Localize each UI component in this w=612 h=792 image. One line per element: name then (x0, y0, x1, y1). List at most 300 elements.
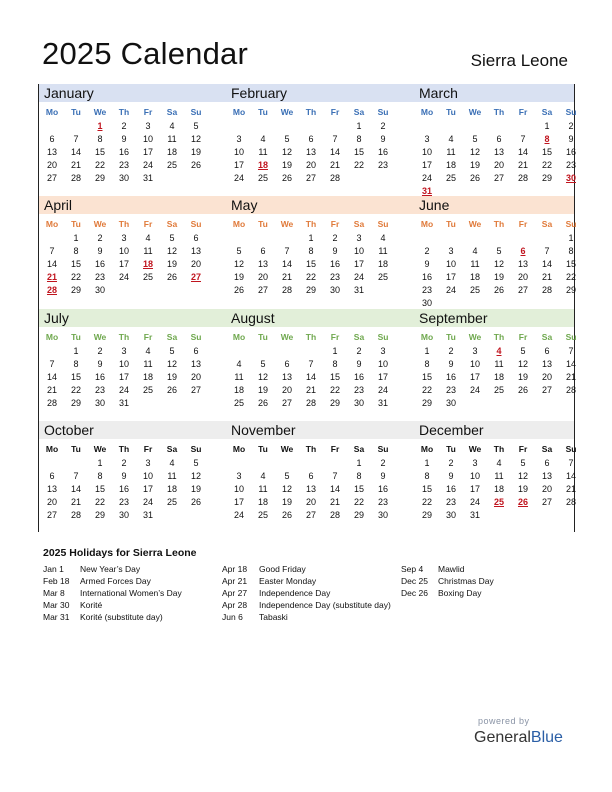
weekday-label: Th (118, 219, 130, 229)
day-cell: 8 (424, 359, 430, 369)
day-cell: 29 (70, 398, 81, 408)
day-cell: 28 (70, 510, 81, 520)
day-cell: 2 (356, 346, 362, 356)
week-row (415, 232, 583, 245)
empty-day-cell (40, 345, 64, 358)
day-cell: 31 (353, 285, 364, 295)
empty-day-cell (511, 397, 535, 410)
holiday-column-1 (43, 563, 221, 623)
day-cell: 24 (377, 385, 388, 395)
day-cell: 4 (169, 121, 175, 131)
holiday-name: Good Friday (259, 564, 306, 574)
day-cell: 15 (541, 147, 552, 157)
day-cell: 6 (544, 346, 550, 356)
weekday-label: Fr (143, 107, 153, 117)
empty-day-cell (487, 509, 511, 522)
week-row (415, 509, 583, 522)
weekday-label: We (93, 444, 107, 454)
empty-day-cell (275, 232, 299, 245)
day-cell: 23 (94, 385, 105, 395)
weekday-label: Fr (330, 332, 340, 342)
day-cell: 8 (73, 246, 79, 256)
day-cell: 26 (469, 173, 480, 183)
month-february (227, 84, 406, 196)
weekday-header (415, 443, 583, 456)
empty-day-cell (184, 284, 208, 297)
holiday-day-cell: 4 (496, 346, 502, 356)
holiday-name: Korité (substitute day) (80, 612, 163, 622)
day-cell: 27 (46, 173, 57, 183)
day-cell: 4 (145, 346, 151, 356)
holiday-day-cell: 8 (544, 134, 550, 144)
week-row (415, 384, 583, 397)
day-cell: 2 (332, 233, 338, 243)
day-cell: 17 (233, 497, 244, 507)
day-cell: 7 (73, 134, 79, 144)
holiday-date: Feb 18 (43, 576, 70, 586)
empty-day-cell (535, 232, 559, 245)
day-cell: 29 (94, 510, 105, 520)
day-cell: 13 (493, 147, 504, 157)
day-cell: 11 (258, 147, 268, 157)
powered-by-text: powered by (478, 716, 530, 726)
day-cell: 17 (142, 147, 153, 157)
day-cell: 30 (94, 285, 105, 295)
week-row (40, 120, 208, 133)
week-row (227, 509, 395, 522)
weekday-label: Su (565, 332, 577, 342)
day-cell: 5 (236, 246, 242, 256)
day-cell: 14 (541, 259, 552, 269)
day-cell: 14 (46, 259, 57, 269)
day-cell: 20 (46, 160, 57, 170)
weekday-label: Su (565, 444, 577, 454)
day-cell: 17 (377, 372, 388, 382)
holiday-date: Jan 1 (43, 564, 64, 574)
day-cell: 4 (260, 471, 266, 481)
week-row (415, 345, 583, 358)
day-cell: 30 (329, 285, 340, 295)
day-cell: 4 (145, 233, 151, 243)
day-cell: 15 (353, 484, 364, 494)
holiday-item (401, 575, 579, 587)
weekday-label: Tu (71, 107, 81, 117)
weekday-label: Sa (541, 107, 553, 117)
day-cell: 26 (281, 173, 292, 183)
weekday-label: Th (493, 444, 505, 454)
week-row (40, 496, 208, 509)
day-cell: 13 (517, 259, 528, 269)
day-cell: 5 (520, 458, 526, 468)
day-cell: 10 (142, 471, 153, 481)
weekday-label: Su (377, 444, 389, 454)
month-november (227, 421, 406, 533)
day-cell: 9 (380, 471, 386, 481)
day-cell: 16 (94, 259, 105, 269)
weekday-label: Th (493, 107, 505, 117)
day-cell: 11 (494, 359, 504, 369)
weekday-label: Mo (420, 444, 434, 454)
day-cell: 6 (49, 134, 55, 144)
empty-day-cell (251, 232, 275, 245)
day-cell: 15 (94, 147, 105, 157)
day-cell: 1 (308, 233, 314, 243)
day-cell: 14 (70, 484, 81, 494)
day-cell: 13 (305, 147, 316, 157)
day-cell: 3 (236, 134, 242, 144)
empty-day-cell (487, 120, 511, 133)
day-cell: 14 (305, 372, 316, 382)
weekday-label: Tu (258, 219, 268, 229)
day-cell: 13 (281, 372, 292, 382)
day-cell: 11 (143, 246, 153, 256)
day-cell: 17 (118, 372, 129, 382)
weekday-label: Sa (541, 332, 553, 342)
day-cell: 17 (469, 372, 480, 382)
day-cell: 23 (377, 497, 388, 507)
day-cell: 9 (332, 246, 338, 256)
day-cell: 11 (470, 259, 480, 269)
day-cell: 26 (190, 160, 201, 170)
day-cell: 18 (233, 385, 244, 395)
day-cell: 8 (97, 134, 103, 144)
day-cell: 19 (493, 272, 504, 282)
day-cell: 14 (281, 259, 292, 269)
day-cell: 1 (424, 458, 430, 468)
day-cell: 4 (169, 458, 175, 468)
weekday-header (40, 218, 208, 231)
day-cell: 3 (472, 346, 478, 356)
day-cell: 20 (190, 372, 201, 382)
weekday-label: We (93, 332, 107, 342)
empty-day-cell (275, 457, 299, 470)
day-cell: 2 (97, 346, 103, 356)
day-cell: 12 (469, 147, 480, 157)
holiday-name: Independence Day (substitute day) (259, 600, 391, 610)
day-cell: 22 (329, 385, 340, 395)
day-cell: 22 (353, 497, 364, 507)
weekday-label: Fr (518, 107, 528, 117)
month-october (40, 421, 219, 533)
day-cell: 28 (329, 173, 340, 183)
empty-day-cell (299, 457, 323, 470)
day-cell: 17 (421, 160, 432, 170)
day-cell: 4 (448, 134, 454, 144)
holiday-name: Korité (80, 600, 103, 610)
empty-day-cell (64, 457, 88, 470)
day-cell: 24 (233, 510, 244, 520)
day-cell: 7 (544, 246, 550, 256)
weekday-label: Su (190, 107, 202, 117)
day-cell: 22 (353, 160, 364, 170)
weekday-label: Mo (232, 332, 246, 342)
day-cell: 29 (329, 398, 340, 408)
day-cell: 5 (169, 233, 175, 243)
day-cell: 1 (568, 233, 574, 243)
day-cell: 13 (46, 484, 57, 494)
day-cell: 20 (257, 272, 268, 282)
empty-day-cell (112, 284, 136, 297)
empty-day-cell (275, 120, 299, 133)
weekday-label: Sa (353, 219, 365, 229)
day-cell: 1 (332, 346, 338, 356)
weekday-label: Mo (420, 332, 434, 342)
holiday-name: Tabaski (259, 612, 288, 622)
day-cell: 25 (493, 385, 504, 395)
week-row (40, 457, 208, 470)
day-cell: 28 (517, 173, 528, 183)
holiday-day-cell: 1 (97, 121, 103, 131)
week-row (227, 146, 395, 159)
weekday-label: Tu (71, 444, 81, 454)
week-row (227, 358, 395, 371)
holiday-date: Apr 28 (222, 600, 248, 610)
week-row (415, 483, 583, 496)
day-cell: 10 (233, 147, 244, 157)
week-row (40, 470, 208, 483)
day-cell: 23 (421, 285, 432, 295)
weekday-label: Fr (518, 219, 528, 229)
brand-logo[interactable] (474, 729, 563, 747)
day-cell: 25 (445, 173, 456, 183)
day-cell: 28 (541, 285, 552, 295)
empty-day-cell (439, 232, 463, 245)
weekday-label: Su (190, 219, 202, 229)
day-cell: 11 (167, 471, 177, 481)
day-cell: 1 (544, 121, 550, 131)
day-cell: 10 (142, 134, 153, 144)
month-september (415, 309, 594, 421)
holiday-day-cell: 6 (520, 246, 526, 256)
weekday-label: We (280, 444, 294, 454)
month-april (40, 196, 219, 308)
weekday-label: We (468, 444, 482, 454)
empty-day-cell (511, 120, 535, 133)
weekday-label: Sa (353, 444, 365, 454)
holiday-item (222, 611, 400, 623)
day-cell: 4 (236, 359, 242, 369)
day-cell: 7 (49, 246, 55, 256)
day-cell: 1 (73, 346, 79, 356)
weekday-label: Mo (420, 219, 434, 229)
page-title: 2025 Calendar (42, 36, 248, 71)
day-cell: 3 (380, 346, 386, 356)
week-row (227, 245, 395, 258)
month-july (40, 309, 219, 421)
day-cell: 1 (424, 346, 430, 356)
day-cell: 16 (353, 372, 364, 382)
day-cell: 4 (380, 233, 386, 243)
weekday-label: Fr (330, 444, 340, 454)
day-cell: 14 (517, 147, 528, 157)
holiday-date: Apr 18 (222, 564, 248, 574)
day-cell: 12 (517, 471, 528, 481)
day-cell: 3 (121, 346, 127, 356)
day-cell: 12 (281, 484, 292, 494)
empty-day-cell (559, 509, 583, 522)
day-cell: 16 (329, 259, 340, 269)
holiday-item (401, 563, 579, 575)
week-row (227, 470, 395, 483)
month-name: August (231, 310, 275, 326)
weekday-label: We (93, 107, 107, 117)
week-row (40, 371, 208, 384)
week-row (40, 159, 208, 172)
weekday-label: We (468, 107, 482, 117)
holiday-date: Mar 30 (43, 600, 70, 610)
day-cell: 30 (118, 173, 129, 183)
day-cell: 27 (257, 285, 268, 295)
month-name: November (231, 422, 296, 438)
day-cell: 18 (445, 160, 456, 170)
week-row (415, 496, 583, 509)
weekday-header (415, 106, 583, 119)
day-cell: 26 (166, 385, 177, 395)
day-cell: 10 (469, 359, 480, 369)
week-row (415, 457, 583, 470)
holiday-name: New Year’s Day (80, 564, 141, 574)
day-cell: 4 (496, 458, 502, 468)
empty-day-cell (227, 232, 251, 245)
holiday-day-cell: 18 (142, 259, 153, 269)
empty-day-cell (299, 120, 323, 133)
day-cell: 27 (541, 497, 552, 507)
day-cell: 9 (356, 359, 362, 369)
day-cell: 3 (121, 233, 127, 243)
brand-general-text: General (474, 729, 531, 746)
day-cell: 19 (166, 372, 177, 382)
day-cell: 12 (281, 147, 292, 157)
day-cell: 21 (565, 484, 576, 494)
month-name: December (419, 422, 484, 438)
holiday-date: Sep 4 (401, 564, 424, 574)
day-cell: 5 (193, 121, 199, 131)
day-cell: 2 (97, 233, 103, 243)
quarter-3 (38, 309, 575, 421)
week-row (227, 457, 395, 470)
day-cell: 10 (118, 246, 129, 256)
day-cell: 27 (493, 173, 504, 183)
day-cell: 21 (281, 272, 292, 282)
day-cell: 20 (541, 484, 552, 494)
day-cell: 24 (469, 385, 480, 395)
week-row (415, 159, 583, 172)
empty-day-cell (136, 397, 160, 410)
day-cell: 7 (284, 246, 290, 256)
day-cell: 14 (46, 372, 57, 382)
day-cell: 5 (284, 471, 290, 481)
day-cell: 9 (568, 134, 574, 144)
day-cell: 12 (493, 259, 504, 269)
day-cell: 7 (568, 458, 574, 468)
week-row (227, 258, 395, 271)
weekday-label: Tu (258, 332, 268, 342)
day-cell: 16 (118, 484, 129, 494)
day-cell: 12 (166, 359, 177, 369)
weekday-label: We (468, 219, 482, 229)
empty-day-cell (487, 397, 511, 410)
day-cell: 7 (73, 471, 79, 481)
holiday-date: Apr 27 (222, 588, 248, 598)
holiday-column-3 (401, 563, 579, 599)
holiday-date: Dec 26 (401, 588, 428, 598)
day-cell: 3 (472, 458, 478, 468)
month-january (40, 84, 219, 196)
holiday-name: Mawlid (438, 564, 465, 574)
empty-day-cell (371, 172, 395, 185)
week-row (40, 345, 208, 358)
week-row (415, 133, 583, 146)
day-cell: 15 (70, 372, 81, 382)
week-row (415, 245, 583, 258)
day-cell: 15 (94, 484, 105, 494)
weekday-label: Fr (518, 444, 528, 454)
day-cell: 25 (166, 160, 177, 170)
week-row (40, 284, 208, 297)
day-cell: 16 (377, 484, 388, 494)
day-cell: 9 (97, 246, 103, 256)
day-cell: 29 (565, 285, 576, 295)
day-cell: 23 (118, 160, 129, 170)
day-cell: 18 (257, 497, 268, 507)
day-cell: 29 (421, 510, 432, 520)
day-cell: 23 (329, 272, 340, 282)
holiday-item (401, 587, 579, 599)
day-cell: 17 (445, 272, 456, 282)
day-cell: 21 (541, 272, 552, 282)
day-cell: 7 (520, 134, 526, 144)
empty-day-cell (251, 120, 275, 133)
weekday-label: Sa (166, 444, 178, 454)
holiday-date: Dec 25 (401, 576, 428, 586)
weekday-header (415, 218, 583, 231)
day-cell: 26 (257, 398, 268, 408)
day-cell: 27 (305, 173, 316, 183)
day-cell: 8 (356, 471, 362, 481)
day-cell: 3 (145, 458, 151, 468)
month-name: June (419, 197, 450, 213)
holiday-name: International Women’s Day (80, 588, 182, 598)
empty-day-cell (160, 397, 184, 410)
weekday-header (40, 443, 208, 456)
day-cell: 2 (424, 246, 430, 256)
weekday-label: Th (305, 332, 317, 342)
week-row (227, 496, 395, 509)
empty-day-cell (40, 120, 64, 133)
quarter-1 (38, 84, 575, 196)
day-cell: 8 (356, 134, 362, 144)
holiday-item (43, 575, 221, 587)
day-cell: 2 (380, 458, 386, 468)
month-name: October (44, 422, 94, 438)
holiday-name: Independence Day (259, 588, 331, 598)
weekday-label: Fr (330, 219, 340, 229)
day-cell: 6 (308, 134, 314, 144)
week-row (415, 470, 583, 483)
weekday-label: Fr (143, 444, 153, 454)
empty-day-cell (299, 345, 323, 358)
day-cell: 28 (329, 510, 340, 520)
day-cell: 7 (332, 134, 338, 144)
day-cell: 18 (166, 484, 177, 494)
weekday-header (415, 331, 583, 344)
weekday-label: Th (118, 332, 130, 342)
day-cell: 18 (493, 484, 504, 494)
day-cell: 3 (448, 246, 454, 256)
weekday-label: Th (118, 444, 130, 454)
day-cell: 10 (421, 147, 432, 157)
holiday-date: Jun 6 (222, 612, 243, 622)
